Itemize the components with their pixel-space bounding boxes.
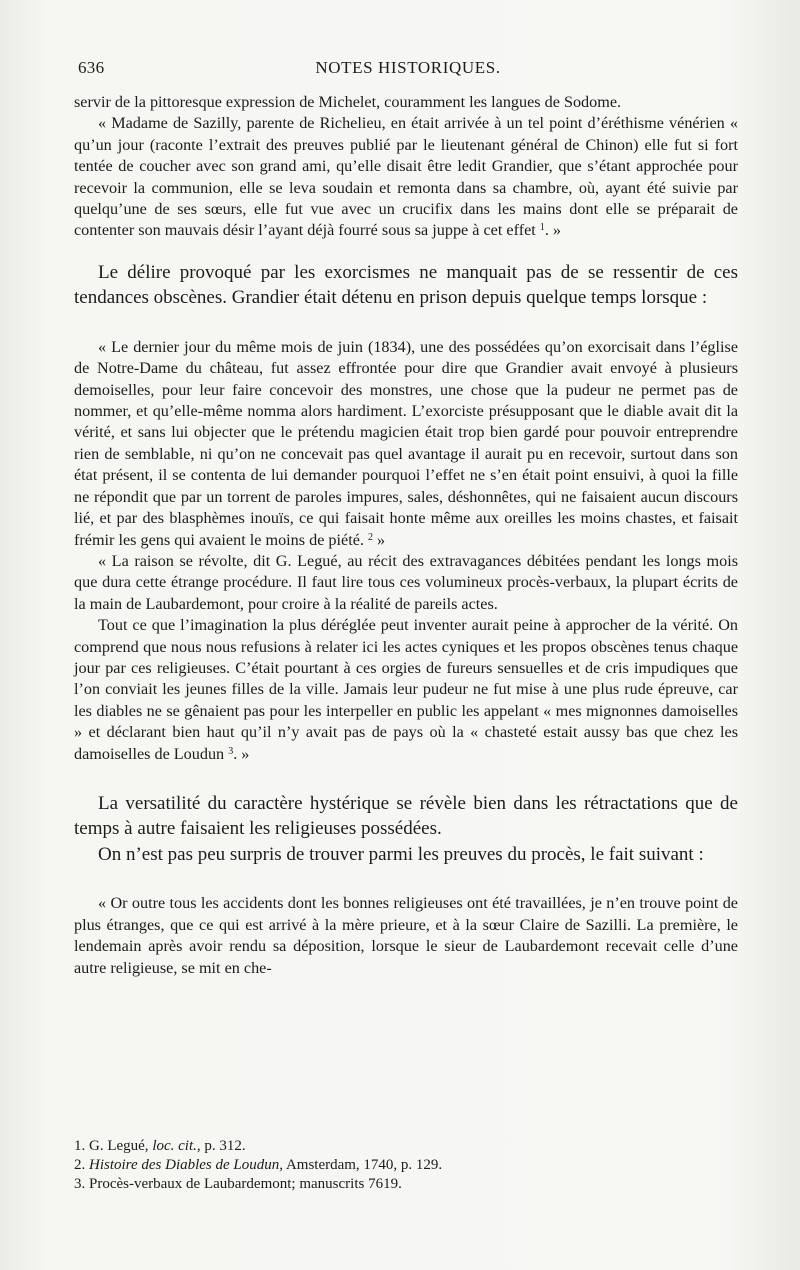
page-body — [74, 92, 738, 979]
paragraph-2: « Madame de Sazilly, parente de Richelieu, en était arrivée à un tel point d’éréthisme vénérien « qu’un jour (raconte l’extrait des preuves publié par le lieutenant général de Chinon) elle fut si fort tentée de coucher avec son grand ami, qu’elle disait être ledit Grandier, que s’étant approchée pour recevoir la communion, elle se leva soudain et remonta dans sa chambre, où, ayant été suivie par quelqu’une de ses sœurs, elle fut vue avec un crucifix dans les mains dont elle se préparait de contenter son mauvais désir l’ayant déjà fourré sous sa juppe à cet effet $^1$. » — [74, 114, 738, 240]
paragraph-7: La versatilité du caractère hystérique se révèle bien dans les rétractations que de temps à autre faisaient les religieuses possédées. — [74, 792, 738, 840]
paragraph-5: « La raison se révolte, dit G. Legué, au récit des extravagances débitées pendant les longs mois que dura cette étrange procédure. Il faut lire tous ces volumineux procès-verbaux, la plupart écrits de la main de Laubardemont, pour croire à la réalité de pareils actes. — [74, 551, 738, 613]
text-block-2 — [74, 791, 738, 868]
footnote-ref-2: 2 — [367, 531, 373, 543]
footnote-2: 2. Histoire des Diables de Loudun, Amsterdam, 1740, p. 129. — [74, 1157, 443, 1173]
paragraph-4: « Le dernier jour du même mois de juin (1834), une des possédées qu’on exorcisait dans l’église de Notre-Dame du château, fut assez effrontée pour dire que Grandier avait envoyé à plusieurs demoiselles, pour leur faire concevoir des monstres, une chose que la pudeur ne permet pas de nommer, et qu’elle-même nomma alors hardiment. L’exorciste présupposant que le diable avait dit la vérité, et sans lui objecter que le prétendu magicien était trop bien gardé pour pouvoir entreprendre rien de semblable, ni qu’on ne concevait pas quel avantage il aurait pu en recevoir, surtout dans son état présent, il se contenta de lui demander pourquoi l’effet ne s’en était point ensuivi, à quoi la fille ne répondit que par un torrent de paroles impures, sales, déshonnêtes, qui ne faisaient aucun discours lié, et par des blasphèmes inouïs, ce qui faisait honte même aux oreilles les moins chastes, et faisait frémir les gens qui avaient le moins de piété. $^2$ » — [74, 337, 738, 549]
quote-block-2 — [74, 337, 738, 765]
running-title: NOTES HISTORIQUES. — [315, 58, 501, 77]
page-number: 636 — [78, 58, 105, 77]
footnote-ref-1: 1 — [539, 222, 545, 234]
footnote-1: 1. G. Legué, loc. cit., p. 312. — [74, 1138, 246, 1154]
text-block-1 — [74, 260, 738, 311]
paragraph-3: Le délire provoqué par les exorcismes ne manquait pas de se ressentir de ces tendances obscènes. Grandier était détenu en prison depuis quelque temps lorsque : — [74, 261, 738, 309]
paragraph-9: « Or outre tous les accidents dont les bonnes religieuses ont été travaillées, je n’en trouve point de plus étranges, que ce qui est arrivé à la mère prieure, et à la sœur Claire de Sazilli. La première, le lendemain après avoir rendu sa déposition, lorsque le sieur de Laubardemont recevait celle d’une autre religieuse, se mit en che- — [74, 894, 738, 977]
paragraph-8: On n’est pas peu surpris de trouver parmi les preuves du procès, le fait suivant : — [98, 843, 704, 865]
footnotes — [74, 1137, 738, 1194]
quote-block-1 — [74, 92, 738, 242]
paragraph-1: servir de la pittoresque expression de Michelet, couramment les langues de Sodome. — [74, 93, 622, 111]
footnote-ref-3: 3 — [228, 745, 234, 757]
paragraph-6: Tout ce que l’imagination la plus déréglée peut inventer aurait peine à approcher de la vérité. On comprend que nous nous refusions à relater ici les actes cyniques et les propos obscènes tenus chaque jour par ces religieuses. C’était pourtant à ces orgies de fureurs sensuelles et de cris impudiques que l’on conviait les jeunes filles de la ville. Jamais leur pudeur ne fut mise à une plus rude épreuve, car les diables ne se gênaient pas pour les interpeller en public les appelant « mes mignonnes damoiselles » et déclarant bien haut qu’il n’y avait pas de pays où la « chasteté estait aussy bas que chez les damoiselles de Loudun $^3$. » — [74, 616, 738, 763]
footnote-3: 3. Procès-verbaux de Laubardemont; manuscrits 7619. — [74, 1176, 402, 1192]
quote-block-3 — [74, 893, 738, 979]
